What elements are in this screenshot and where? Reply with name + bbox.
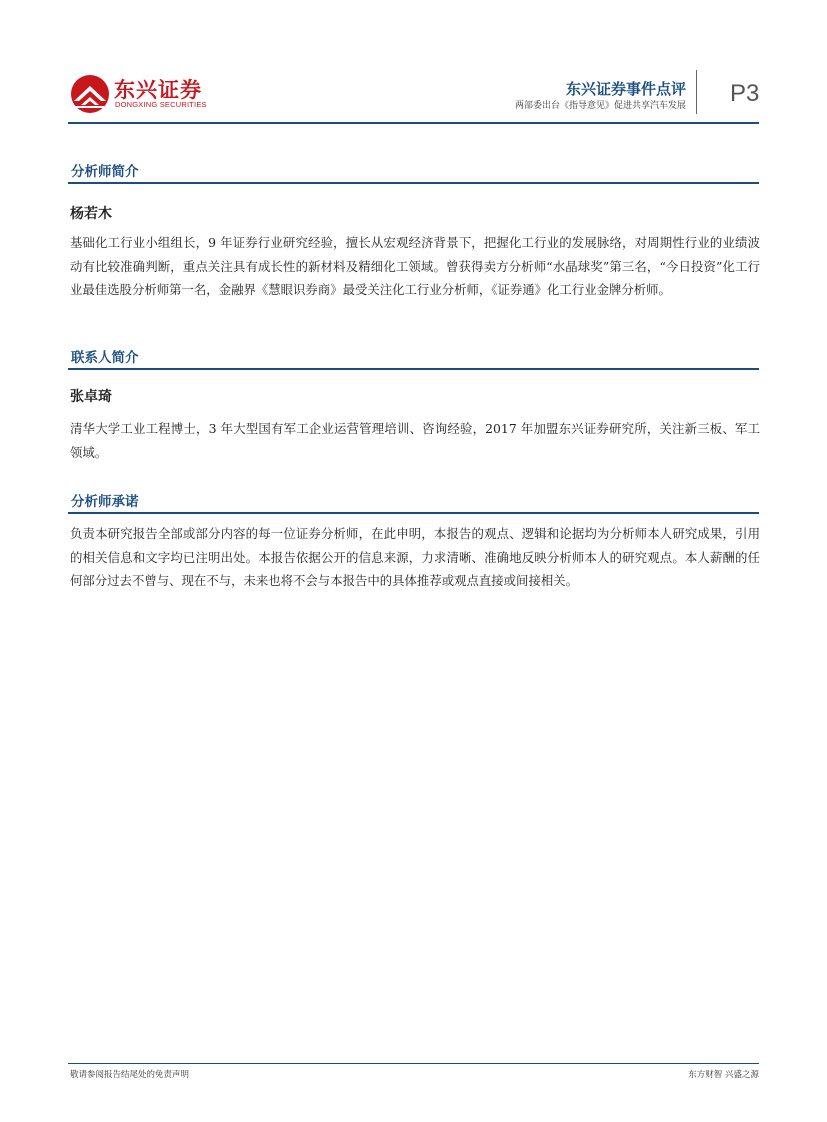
analyst-name: 杨若木 bbox=[70, 206, 112, 222]
section-heading-text: 分析师承诺 bbox=[71, 494, 139, 510]
contact-bio: 清华大学工业工程博士，3 年大型国有军工企业运营管理培训、咨询经验，2017 年加盟东兴证券研究所，关注新三板、军工领域。 bbox=[70, 421, 760, 460]
logo-emblem-icon bbox=[70, 74, 110, 114]
analyst-bio: 基础化工行业小组组长，9 年证券行业研究经验，擅长从宏观经济背景下，把握化工行业的发展脉络，对周期性行业的业绩波动有比较准确判断，重点关注具有成长性的新材料及精细化工领域。曾获得卖方分析师“水晶球奖”第三名，“今日投资”化工行业最佳选股分析师第一名，金融界《慧眼识券商》最受关注化工行业分析师，《证券通》化工行业金牌分析师。 bbox=[70, 235, 760, 297]
section-heading-contact bbox=[68, 346, 759, 370]
report-subtitle: 两部委出台《指导意见》促进共享汽车发展 bbox=[514, 101, 686, 111]
section-heading-text: 分析师简介 bbox=[71, 164, 139, 180]
contact-name: 张卓琦 bbox=[70, 389, 112, 405]
header-rule bbox=[68, 122, 759, 124]
logo-text-en: DONGXING SECURITIES bbox=[115, 100, 207, 109]
section-heading-analyst bbox=[68, 160, 759, 184]
commitment-text: 负责本研究报告全部或部分内容的每一位证券分析师，在此申明，本报告的观点、逻辑和论据均为分析师本人研究成果，引用的相关信息和文字均已注明出处。本报告依据公开的信息来源，力求清晰、准确地反映分析师本人的研究观点。本人薪酬的任何部分过去不曾与、现在不与，未来也将不会与本报告中的具体推荐或观点直接或间接相关。 bbox=[70, 526, 760, 588]
section-heading-commitment bbox=[68, 490, 759, 514]
footer-disclaimer-note: 敬请参阅报告结尾处的免责声明 bbox=[70, 1070, 190, 1080]
header-divider bbox=[696, 70, 697, 114]
footer-rule bbox=[68, 1063, 759, 1064]
logo-text-cn: 东兴证券 bbox=[114, 78, 202, 102]
page-number: P3 bbox=[730, 80, 760, 107]
page-header bbox=[0, 0, 827, 130]
report-type-title: 东兴证券事件点评 bbox=[565, 80, 686, 98]
footer-slogan: 东方财智 兴盛之源 bbox=[688, 1070, 759, 1080]
section-heading-text: 联系人简介 bbox=[71, 350, 139, 366]
company-logo bbox=[70, 74, 207, 114]
